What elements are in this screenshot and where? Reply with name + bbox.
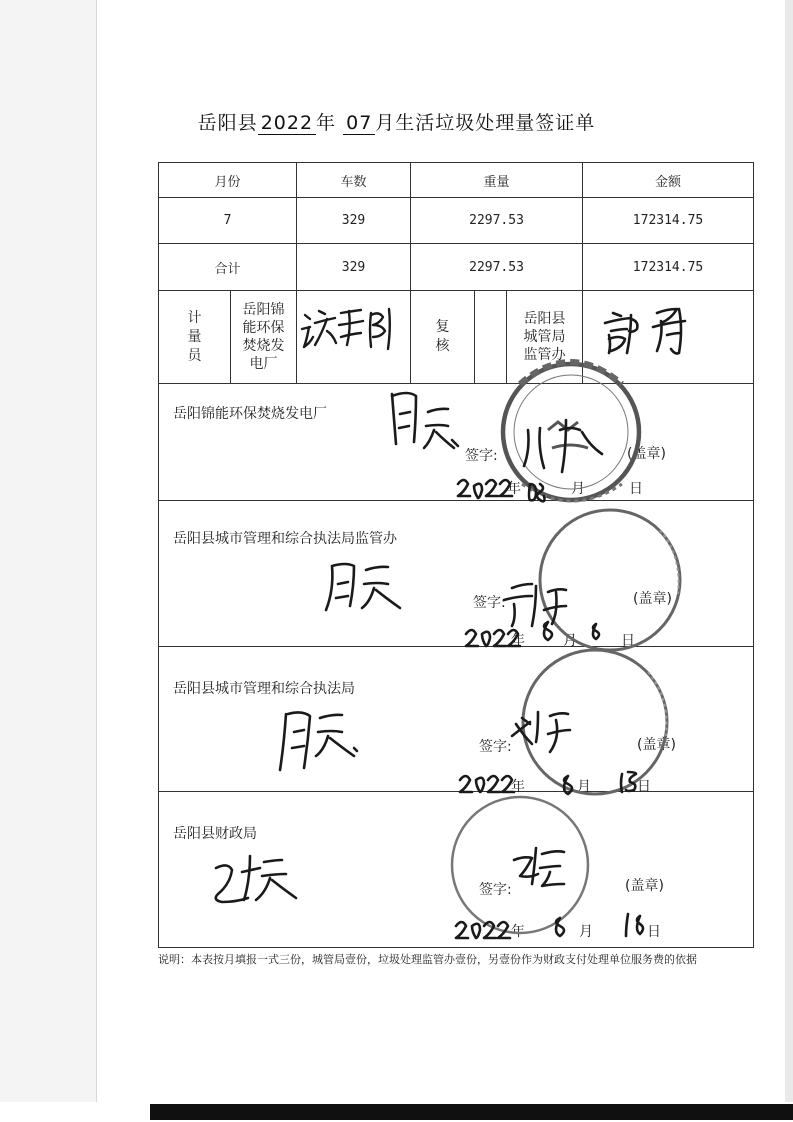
date-month-char: 月 — [579, 924, 593, 940]
table-row — [159, 198, 754, 244]
sign-label: 签字: — [479, 882, 512, 898]
reviewer-org — [507, 291, 583, 384]
cell-total-label: 合计 — [159, 244, 297, 291]
measurer-label-text: 计 量 员 — [187, 309, 202, 364]
date-year-char: 年 — [511, 924, 525, 940]
seal-label: (盖章) — [625, 878, 664, 894]
measurer-org — [231, 291, 297, 384]
section-org-label: 岳阳县财政局 — [173, 826, 257, 842]
date-month-char: 月 — [577, 779, 591, 795]
seal-label: (盖章) — [627, 446, 666, 462]
date-year-char: 年 — [511, 779, 525, 795]
measurer-label — [159, 291, 231, 384]
signoff-row — [159, 291, 754, 384]
date-day-char: 日 — [637, 779, 651, 795]
cell-total-trucks: 329 — [297, 244, 411, 291]
sign-label: 签字: — [465, 448, 498, 464]
date-month-char: 月 — [563, 633, 577, 649]
section-org-label: 岳阳锦能环保焚烧发电厂 — [173, 406, 327, 422]
cell-weight: 2297.53 — [411, 198, 583, 244]
header-month: 月份 — [159, 163, 297, 198]
section-org-label: 岳阳县城市管理和综合执法局 — [173, 681, 355, 697]
date-day-char: 日 — [647, 924, 661, 940]
title-year: 2022 — [258, 112, 316, 135]
cell-amount: 172314.75 — [583, 198, 754, 244]
date-year-char: 年 — [507, 481, 521, 497]
approval-section-plant — [158, 377, 754, 501]
date-month-char: 月 — [571, 481, 585, 497]
sign-label: 签字: — [473, 595, 506, 611]
reviewer-org-text: 岳阳县 城管局 监管办 — [523, 311, 566, 363]
reviewer-signature-cell — [583, 291, 754, 384]
measurer-signature — [297, 291, 411, 379]
table-header-row — [159, 163, 754, 198]
title-suffix: 月生活垃圾处理量签证单 — [375, 112, 596, 134]
date-year-char: 年 — [511, 633, 525, 649]
approval-section-urban-management — [158, 646, 754, 795]
scan-dark-strip — [150, 1104, 793, 1120]
cell-month: 7 — [159, 198, 297, 244]
reviewer-label-text: 复 核 — [435, 319, 450, 354]
cell-trucks: 329 — [297, 198, 411, 244]
measurer-org-text: 岳阳锦 能环保 焚烧发 电厂 — [242, 302, 285, 372]
approval-section-finance — [158, 791, 754, 948]
table-total-row — [159, 244, 754, 291]
scan-margin-right — [785, 0, 793, 1122]
scan-margin-bottom — [0, 1102, 793, 1122]
measurer-signature-cell — [297, 291, 411, 384]
cell-total-amount: 172314.75 — [583, 244, 754, 291]
section-org-label: 岳阳县城市管理和综合执法局监管办 — [173, 531, 397, 547]
title-month: 07 — [343, 112, 375, 135]
approval-section-supervision-office — [158, 500, 754, 647]
summary-table — [158, 162, 754, 384]
scan-margin-left — [0, 0, 97, 1122]
title-prefix: 岳阳县 — [197, 112, 258, 134]
reviewer-label — [411, 291, 475, 384]
header-amount: 金额 — [583, 163, 754, 198]
seal-label: (盖章) — [633, 591, 672, 607]
seal-label: (盖章) — [637, 737, 676, 753]
footnote: 说明：本表按月填报一式三份，城管局壹份，垃圾处理监管办壹份，另壹份作为财政支付处理单位服务费的依据 — [158, 953, 697, 966]
document-title — [0, 108, 793, 135]
sign-label: 签字: — [479, 739, 512, 755]
title-year-suffix: 年 — [316, 112, 337, 134]
header-trucks: 车数 — [297, 163, 411, 198]
date-day-char: 日 — [629, 481, 643, 497]
scan-margin-edge — [96, 0, 97, 1122]
reviewer-blank-cell — [475, 291, 507, 384]
cell-total-weight: 2297.53 — [411, 244, 583, 291]
date-day-char: 日 — [621, 633, 635, 649]
reviewer-signature — [583, 291, 754, 379]
header-weight: 重量 — [411, 163, 583, 198]
